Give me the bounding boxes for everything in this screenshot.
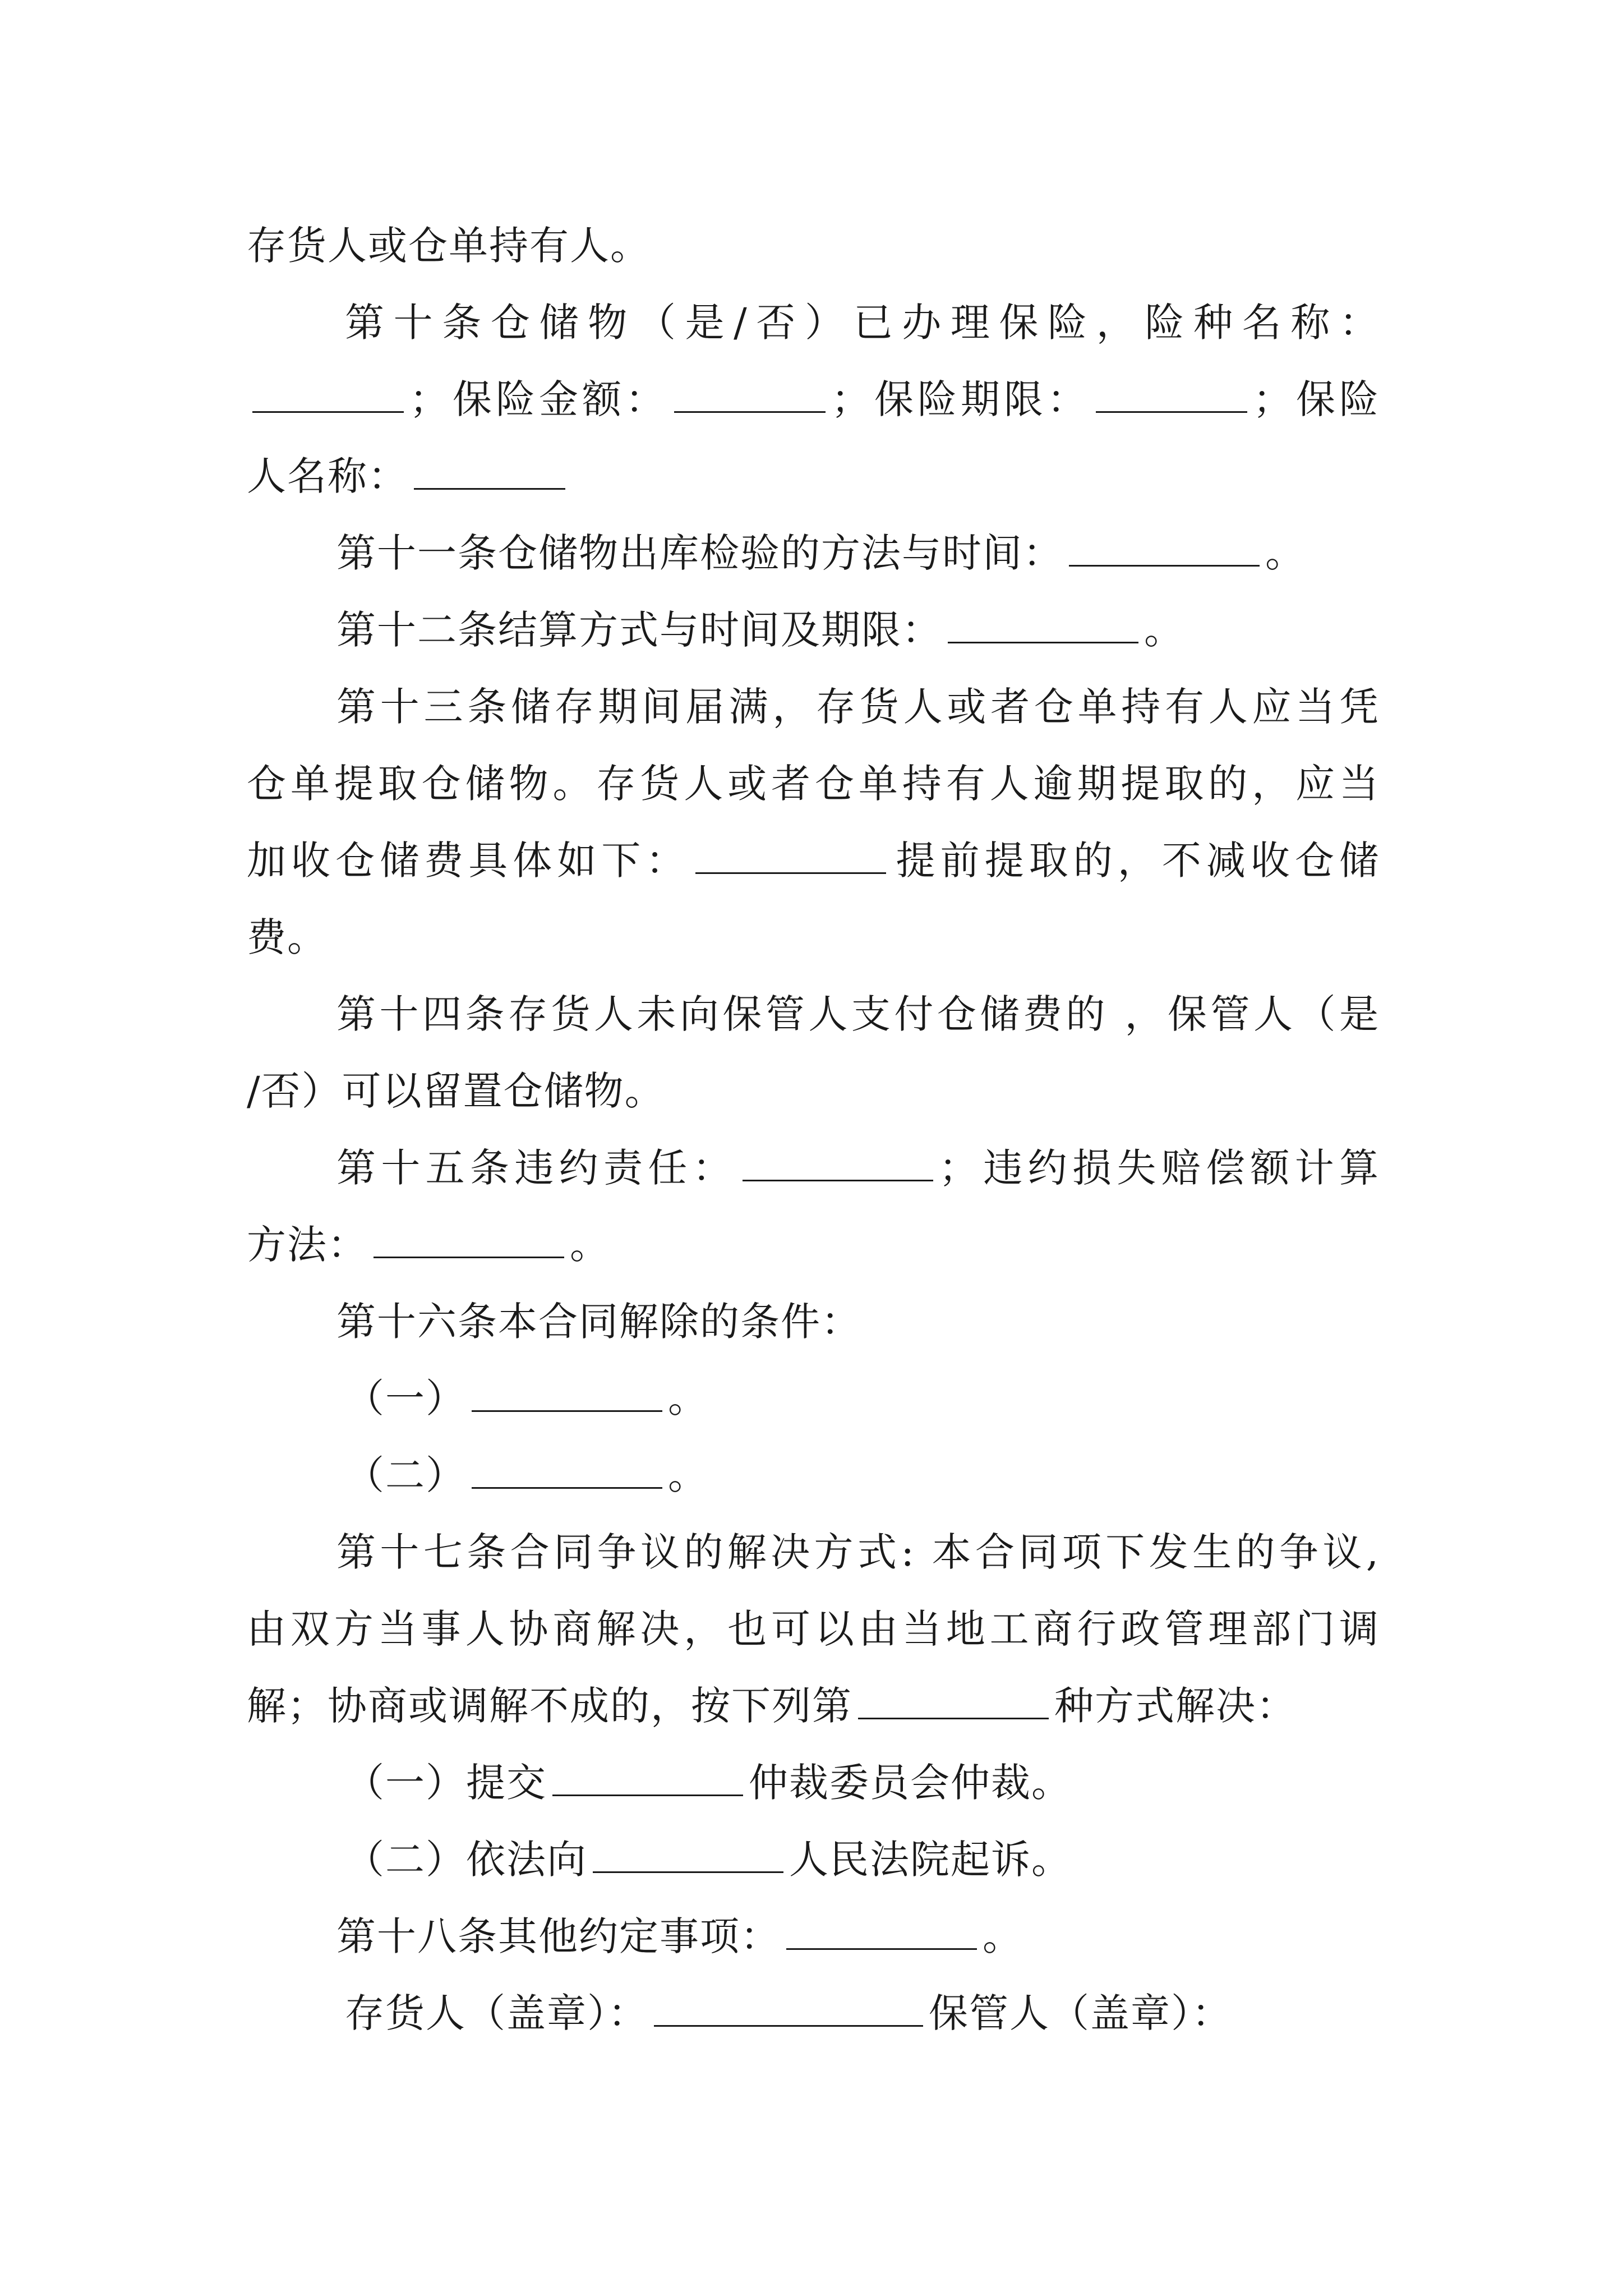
article-13-cont — [247, 746, 1380, 822]
blank-insurance-type[interactable] — [252, 378, 404, 413]
article-17-cont2 — [247, 1668, 1380, 1745]
blank-insurance-amount[interactable] — [674, 378, 826, 413]
article-11 — [247, 515, 1380, 592]
text: 提前提取的，不减收仓储 — [892, 838, 1380, 884]
blank-settlement[interactable] — [948, 608, 1138, 643]
text: 第十条仓储物（是/否）已办理保险，险种名称： — [345, 300, 1380, 346]
blank-inspection-method[interactable] — [1069, 531, 1260, 567]
text: （一） — [345, 1375, 466, 1421]
text: 。 — [983, 1913, 1023, 1959]
blank-insurer-name[interactable] — [414, 454, 565, 490]
text: ；保险金额： — [409, 376, 668, 422]
article-15-end — [247, 1207, 1380, 1283]
article-13-end — [247, 899, 1380, 976]
article-14 — [247, 976, 1380, 1053]
text: /否）可以留置仓储物。 — [247, 1068, 665, 1114]
blank-court[interactable] — [593, 1838, 783, 1873]
signature-line — [247, 1975, 1380, 2052]
blank-compensation-method[interactable] — [374, 1223, 564, 1258]
text: 加收仓储费具体如下： — [247, 838, 690, 884]
article-13-cont2 — [247, 822, 1380, 899]
article-16-item-2 — [247, 1437, 1380, 1514]
text: 存货人（盖章）： — [345, 1990, 648, 2036]
article-17-item-2 — [247, 1821, 1380, 1898]
article-10-end — [247, 438, 1380, 515]
text: （二）依法向 — [345, 1837, 587, 1883]
article-16 — [247, 1283, 1380, 1360]
text: 。 — [1144, 607, 1184, 653]
text: 解；协商或调解不成的，按下列第 — [247, 1683, 852, 1729]
blank-depositor-seal[interactable] — [654, 1991, 923, 2027]
blank-termination-2[interactable] — [472, 1453, 662, 1489]
text: 第十二条结算方式与时间及期限： — [336, 607, 942, 653]
text: 。 — [668, 1375, 708, 1421]
text: 种方式解决： — [1054, 1683, 1297, 1729]
text: 第十一条仓储物出库检验的方法与时间： — [336, 530, 1063, 576]
article-10 — [247, 284, 1380, 361]
text: （一）提交 — [345, 1760, 547, 1806]
text: ；保险 — [1253, 376, 1380, 422]
text: 。 — [668, 1452, 708, 1498]
text: 第十三条储存期间届满，存货人或者仓单持有人应当凭 — [336, 684, 1380, 730]
text: 。 — [570, 1222, 610, 1268]
text: （二） — [345, 1452, 466, 1498]
text: 存货人或仓单持有人。 — [247, 223, 651, 269]
article-14-end — [247, 1053, 1380, 1130]
article-12 — [247, 592, 1380, 669]
text: 第十五条违约责任： — [336, 1145, 737, 1191]
blank-dispute-method[interactable] — [858, 1684, 1049, 1719]
text-line-1 — [247, 208, 1380, 284]
article-16-item-1 — [247, 1360, 1380, 1437]
text: 仓单提取仓储物。存货人或者仓单持有人逾期提取的，应当 — [247, 761, 1380, 807]
blank-other-terms[interactable] — [786, 1915, 977, 1950]
blank-liability[interactable] — [743, 1146, 933, 1181]
article-18 — [247, 1898, 1380, 1975]
text: 由双方当事人协商解决，也可以由当地工商行政管理部门调 — [247, 1606, 1380, 1652]
text: 人名称： — [247, 453, 408, 499]
article-13 — [247, 669, 1380, 746]
article-17 — [247, 1514, 1380, 1591]
article-17-cont — [247, 1591, 1380, 1668]
text: 第十六条本合同解除的条件： — [336, 1299, 861, 1345]
text: 第十七条合同争议的解决方式: 本合同项下发生的争议, — [336, 1529, 1380, 1575]
blank-arbitration[interactable] — [552, 1761, 743, 1796]
text: 方法： — [247, 1222, 368, 1268]
document-page — [247, 208, 1380, 2052]
article-17-item-1 — [247, 1745, 1380, 1821]
text: 保管人（盖章）： — [929, 1990, 1232, 2036]
blank-insurance-period[interactable] — [1096, 378, 1247, 413]
text: 仲裁委员会仲裁。 — [749, 1760, 1072, 1806]
text: ；保险期限： — [831, 376, 1090, 422]
text: 费。 — [247, 914, 328, 960]
text: 第十四条存货人未向保管人支付仓储费的 ，保管人（是 — [336, 991, 1380, 1037]
article-10-cont — [247, 361, 1380, 438]
text: 。 — [1265, 530, 1306, 576]
article-15 — [247, 1130, 1380, 1207]
blank-extra-fee[interactable] — [695, 839, 886, 874]
blank-termination-1[interactable] — [472, 1377, 662, 1412]
text: 人民法院起诉。 — [789, 1837, 1072, 1883]
text: ；违约损失赔偿额计算 — [939, 1145, 1380, 1191]
text: 第十八条其他约定事项： — [336, 1913, 781, 1959]
